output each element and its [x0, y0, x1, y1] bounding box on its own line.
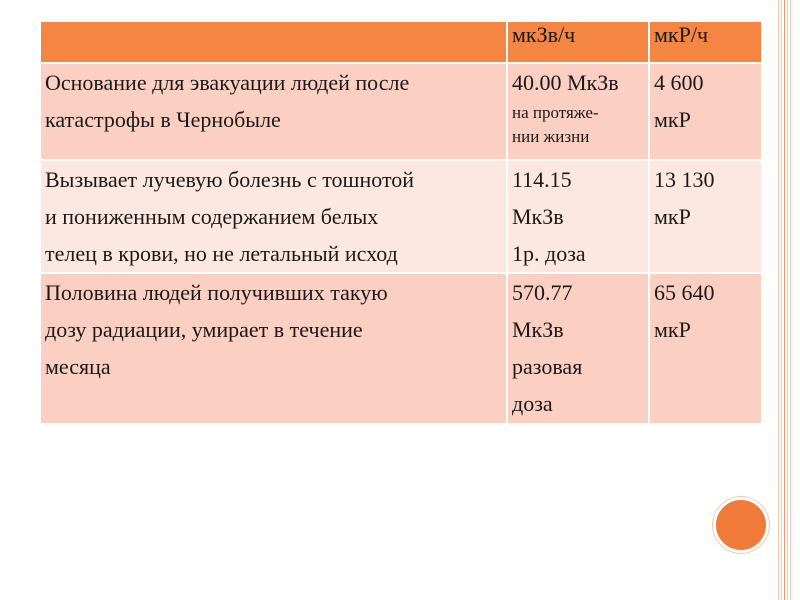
usv-line: разовая — [512, 354, 583, 379]
decor-circle — [713, 497, 769, 553]
header-cell-usv: мкЗв/ч — [507, 21, 649, 63]
usv-line: 1р. доза — [512, 241, 586, 266]
desc-line: катастрофы в Чернобыле — [45, 107, 281, 132]
usv-line: 114.15 — [512, 167, 572, 192]
desc-line: Вызывает лучевую болезнь с тошнотой — [45, 167, 415, 192]
ur-line: 13 130 — [654, 167, 715, 192]
row-ur-value — [649, 160, 762, 273]
ur-line: 4 600 — [654, 70, 704, 95]
row-description — [40, 273, 507, 424]
desc-line: месяца — [45, 354, 111, 379]
row-description — [40, 160, 507, 273]
usv-line: МкЗв — [512, 317, 564, 342]
desc-line: Половина людей получивших такую — [45, 280, 388, 305]
usv-main: 40.00 МкЗв — [512, 70, 619, 95]
table-row — [40, 63, 762, 160]
desc-line: дозу радиации, умирает в течение — [45, 317, 363, 342]
row-usv-value — [507, 160, 649, 273]
usv-note: нии жизни — [512, 127, 590, 146]
decor-stripe — [790, 0, 791, 600]
table-row — [40, 160, 762, 273]
header-cell-empty — [40, 21, 507, 63]
ur-line: мкР — [654, 204, 691, 229]
decor-stripe — [781, 0, 782, 600]
row-description — [40, 63, 507, 160]
header-cell-ur: мкР/ч — [649, 21, 762, 63]
desc-line: Основание для эвакуации людей после — [45, 70, 410, 95]
usv-line: доза — [512, 391, 553, 416]
table-header-row — [40, 21, 762, 63]
usv-line: МкЗв — [512, 204, 564, 229]
usv-note: на протяже- — [512, 103, 599, 122]
row-usv-value — [507, 273, 649, 424]
desc-line: телец в крови, но не летальный исход — [45, 241, 398, 266]
row-ur-value — [649, 273, 762, 424]
radiation-dose-table — [39, 20, 763, 425]
table-row — [40, 273, 762, 424]
decor-stripe — [784, 0, 785, 600]
decor-stripe — [787, 0, 788, 600]
ur-line: мкР — [654, 317, 691, 342]
row-ur-value — [649, 63, 762, 160]
usv-line: 570.77 — [512, 280, 573, 305]
decor-stripe — [778, 0, 779, 600]
row-usv-value — [507, 63, 649, 160]
ur-line: мкР — [654, 107, 691, 132]
desc-line: и пониженным содержанием белых — [45, 204, 379, 229]
ur-line: 65 640 — [654, 280, 715, 305]
